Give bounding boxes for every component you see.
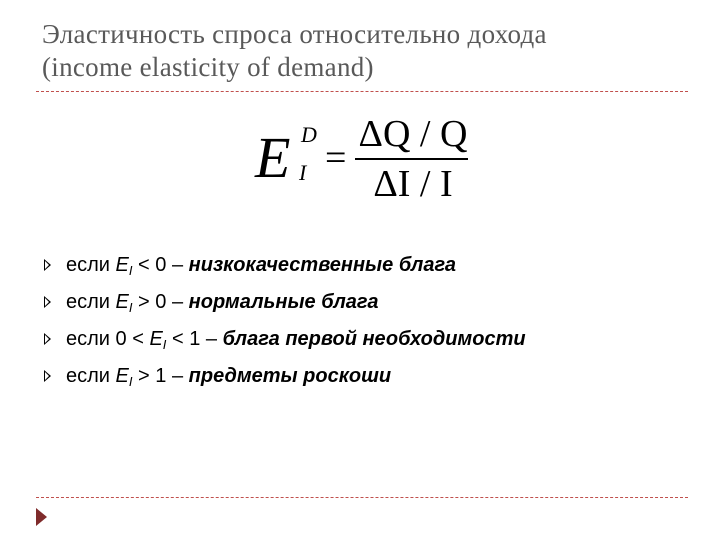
triangle-right-icon: [44, 333, 51, 345]
triangle-right-icon: [44, 259, 51, 271]
formula-subscript: I: [299, 160, 307, 185]
bullet-category: нормальные блага: [188, 291, 379, 313]
list-item: [44, 289, 704, 326]
bottom-divider: [36, 497, 688, 498]
list-item: [44, 326, 704, 363]
bullet-condition: > 1 –: [132, 365, 189, 387]
bullet-variable: $E_I$: [149, 328, 167, 352]
bullet-variable: $E_I$: [115, 365, 133, 389]
formula-base: E: [255, 125, 291, 190]
bullet-prefix: если 0 <: [66, 328, 150, 350]
triangle-right-icon: [44, 370, 51, 382]
bullet-category: предметы роскоши: [188, 365, 392, 387]
bullet-prefix: если: [66, 365, 116, 387]
elasticity-formula: [255, 110, 485, 210]
bullet-list: [44, 252, 704, 400]
formula-superscript: D: [301, 122, 317, 147]
formula-numerator: ΔQ / Q: [358, 113, 468, 155]
slide-title-line-2: (income elasticity of demand): [42, 52, 374, 82]
bullet-prefix: если: [66, 254, 116, 276]
bullet-condition: < 0 –: [132, 254, 189, 276]
play-arrow-icon: [36, 508, 47, 526]
bullet-prefix: если: [66, 291, 116, 313]
bullet-variable: $E_I$: [115, 254, 133, 278]
list-item: [44, 363, 704, 400]
bullet-condition: < 1 –: [166, 328, 223, 350]
slide-title-line-1: Эластичность спроса относительно дохода: [42, 19, 547, 49]
top-divider: [36, 91, 688, 92]
fraction-bar: [355, 158, 468, 160]
bullet-category: блага первой необходимости: [222, 328, 526, 350]
triangle-right-icon: [44, 296, 51, 308]
bullet-variable: $E_I$: [115, 291, 133, 315]
list-item: [44, 252, 704, 289]
slide-title: [42, 18, 692, 84]
bullet-condition: > 0 –: [132, 291, 189, 313]
formula-denominator: ΔI / I: [373, 163, 453, 205]
formula-equals: =: [325, 137, 347, 179]
bullet-category: низкокачественные блага: [188, 254, 457, 276]
